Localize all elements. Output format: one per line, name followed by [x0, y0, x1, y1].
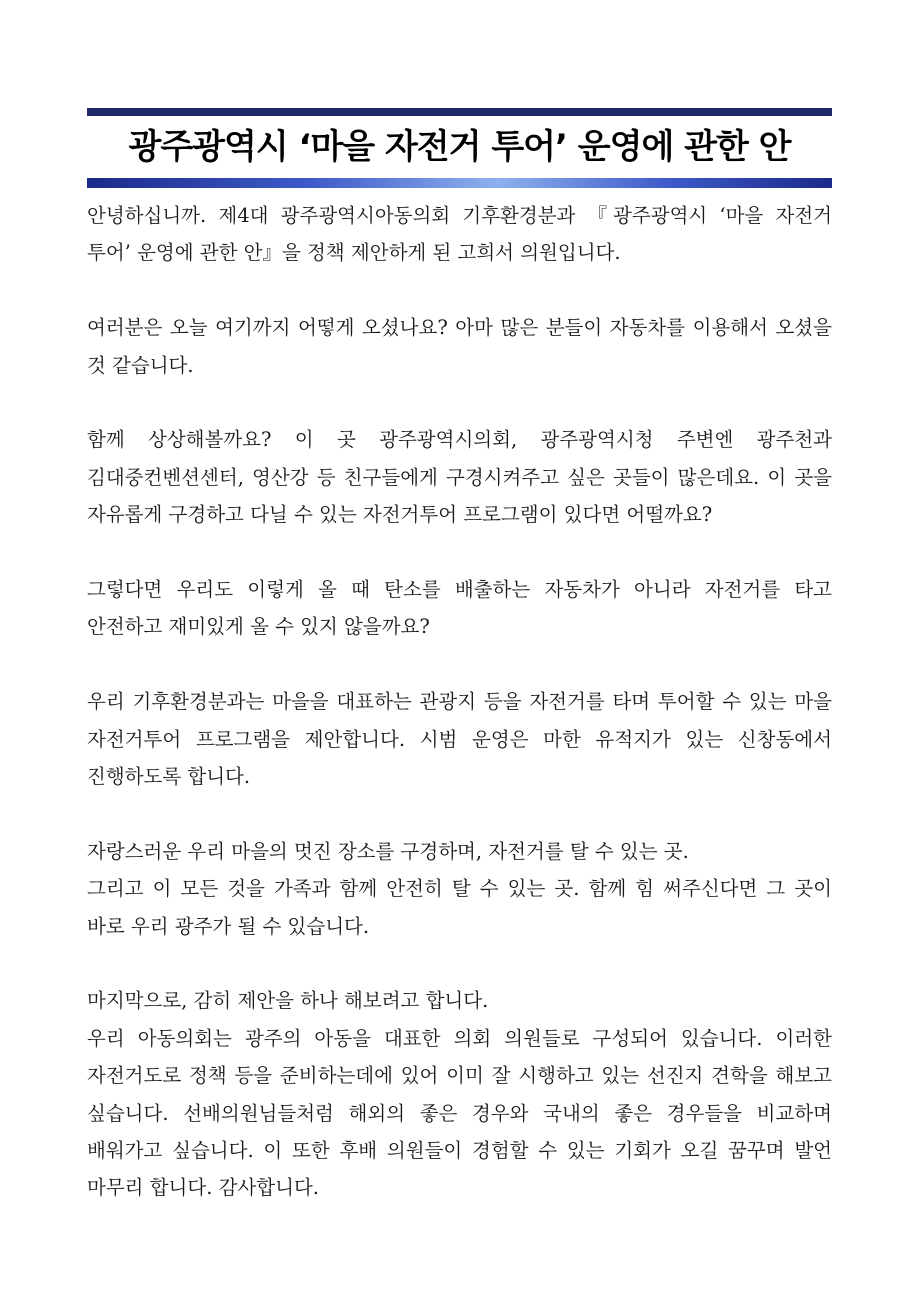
paragraph-gap [87, 795, 832, 832]
title-block [87, 108, 832, 188]
document-title: 광주광역시 ‘마을 자전거 투어’ 운영에 관한 안 [128, 127, 791, 167]
paragraph-greeting: 안녕하십니까. 제4대 광주광역시아동의회 기후환경분과 『광주광역시 ‘마을 자전거 투어’ 운영에 관한 안』을 정책 제안하게 된 고희서 의원입니다. [87, 204, 832, 265]
title-rule-bottom [87, 178, 832, 188]
paragraph-gap [87, 646, 832, 683]
paragraph-proposal: 우리 기후환경분과는 마을을 대표하는 관광지 등을 자전거를 타며 투어할 수 있는 마을 자전거투어 프로그램을 제안합니다. 시범 운영은 마한 유적지가 있는 신창동에서 진행하도록 합니다. [87, 690, 832, 789]
paragraph-gap [87, 384, 832, 421]
paragraph-vision: 자랑스러운 우리 마을의 멋진 장소를 구경하며, 자전거를 탈 수 있는 곳. 그리고 이 모든 것을 가족과 함께 안전히 탈 수 있는 곳. 함께 힘 써주신다면 그 곳이 바로 우리 광주가 될 수 있습니다. [87, 839, 832, 938]
paragraph-bicycle: 그렇다면 우리도 이렇게 올 때 탄소를 배출하는 자동차가 아니라 자전거를 타고 안전하고 재미있게 올 수 있지 않을까요? [87, 578, 832, 639]
paragraph-question: 여러분은 오늘 여기까지 어떻게 오셨나요? 아마 많은 분들이 자동차를 이용해서 오셨을 것 같습니다. [87, 316, 832, 377]
title-rule-top [87, 108, 832, 116]
paragraph-gap [87, 272, 832, 309]
paragraph-imagine: 함께 상상해볼까요? 이 곳 광주광역시의회, 광주광역시청 주변엔 광주천과 김대중컨벤션센터, 영산강 등 친구들에게 구경시켜주고 싶은 곳들이 많은데요. 이 곳을 자유롭게 구경하고 다닐 수 있는 자전거투어 프로그램이 있다면 어떨까요? [87, 428, 832, 527]
paragraph-gap [87, 534, 832, 571]
document-body [87, 197, 832, 1207]
paragraph-closing: 마지막으로, 감히 제안을 하나 해보려고 합니다. 우리 아동의회는 광주의 아동을 대표한 의회 의원들로 구성되어 있습니다. 이러한 자전거도로 정책 등을 준비하는데에 있어 이미 잘 시행하고 있는 선진지 견학을 해보고 싶습니다. 선배의원님들처럼 해외의 좋은 경우와 국내의 좋은 경우들을 비교하며 배워가고 싶습니다. 이 또한 후배 의원들이 경험할 수 있는 기회가 오길 꿈꾸며 발언 마무리 합니다. 감사합니다. [87, 989, 832, 1200]
paragraph-gap [87, 945, 832, 982]
